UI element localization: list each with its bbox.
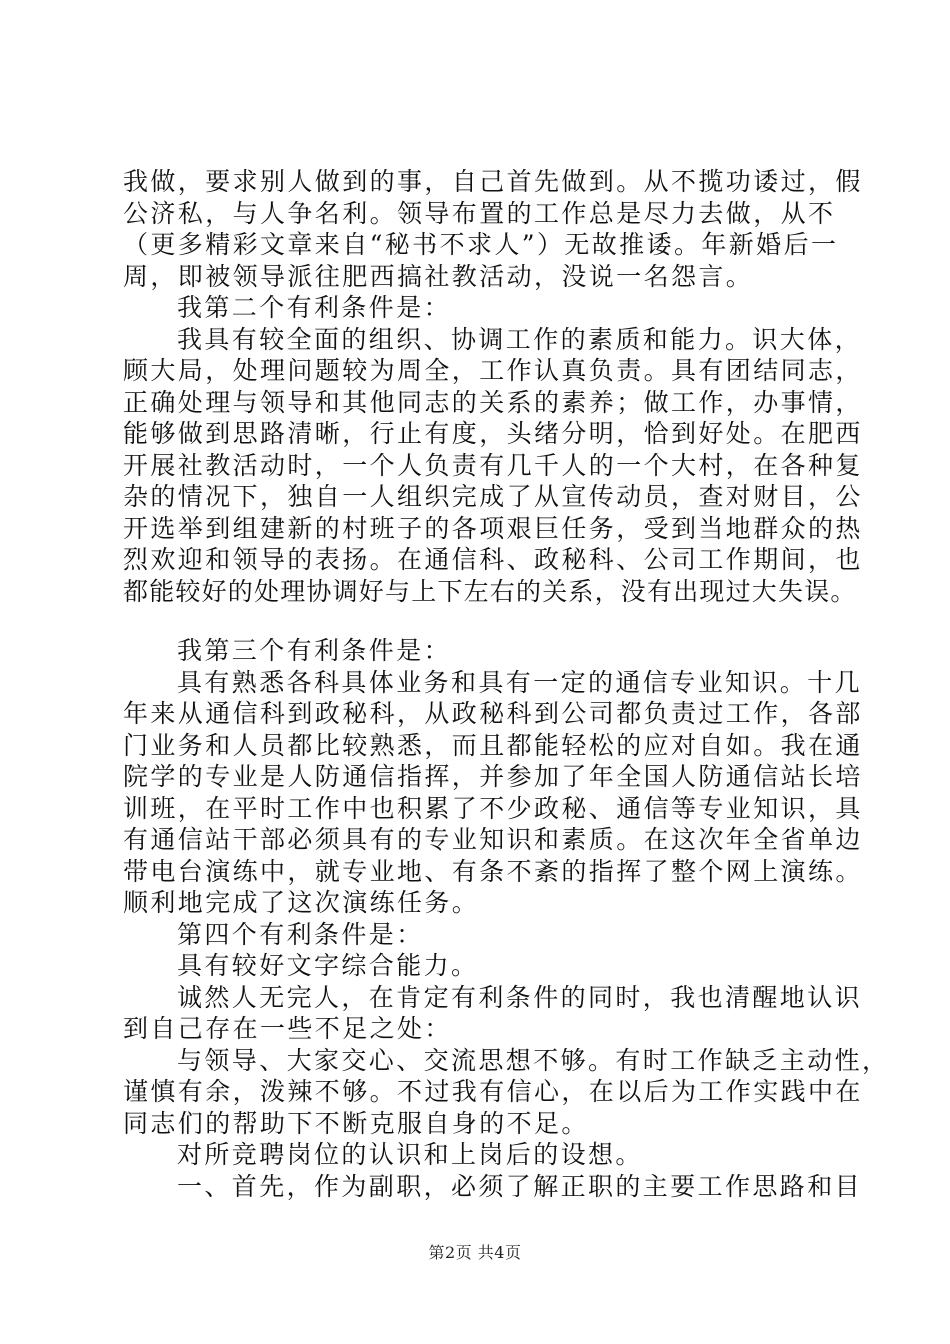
text-line: 院学的专业是人防通信指挥，并参加了年全国人防通信站长培	[123, 762, 863, 791]
text-line: 同志们的帮助下不断克服自身的不足。	[123, 1109, 589, 1138]
text-line: 正确处理与领导和其他同志的关系的素养；做工作，办事情，	[123, 388, 863, 417]
page-footer: 第2页 共4页	[428, 1243, 522, 1262]
text-line: 开选举到组建新的村班子的各项艰巨任务，受到当地群众的热	[123, 514, 863, 543]
text-line: 杂的情况下，独自一人组织完成了从宣传动员，查对财目，公	[123, 482, 863, 511]
section-heading: 我第二个有利条件是：	[177, 293, 452, 322]
text-line: 我做，要求别人做到的事，自己首先做到。从不揽功诿过，假	[123, 167, 863, 196]
text-line: 到自己存在一些不足之处：	[123, 1014, 452, 1043]
text-line: 训班，在平时工作中也积累了不少政秘、通信等专业知识，具	[123, 794, 863, 823]
text-line: 公济私，与人争名利。领导布置的工作总是尽力去做，从不	[123, 199, 836, 228]
text-line: 对所竞聘岗位的认识和上岗后的设想。	[177, 1140, 643, 1169]
text-line: 我具有较全面的组织、协调工作的素质和能力。识大体，	[177, 325, 863, 354]
section-heading: 第四个有利条件是：	[177, 920, 424, 949]
text-line: 顺利地完成了这次演练任务。	[123, 888, 480, 917]
text-line: 有通信站干部必须具有的专业知识和素质。在这次年全省单边	[123, 825, 863, 854]
text-line: 烈欢迎和领导的表扬。在通信科、政秘科、公司工作期间，也	[123, 545, 863, 574]
text-line: 开展社教活动时，一个人负责有几千人的一个大村，在各种复	[123, 451, 863, 480]
text-line: 带电台演练中，就专业地、有条不紊的指挥了整个网上演练。	[123, 857, 863, 886]
text-line: 一、首先，作为副职，必须了解正职的主要工作思路和目	[177, 1172, 863, 1201]
text-line: 具有较好文字综合能力。	[177, 951, 479, 980]
text-line: 年来从通信科到政秘科，从政秘科到公司都负责过工作，各部	[123, 699, 863, 728]
text-line: 周，即被领导派往肥西搞社教活动，没说一名怨言。	[123, 262, 754, 291]
section-heading: 我第三个有利条件是：	[177, 636, 452, 665]
text-line: 诚然人无完人，在肯定有利条件的同时，我也清醒地认识	[177, 983, 863, 1012]
text-line: 顾大局，处理问题较为周全，工作认真负责。具有团结同志，	[123, 356, 863, 385]
text-line: 与领导、大家交心、交流思想不够。有时工作缺乏主动性，	[177, 1046, 890, 1075]
text-line: 具有熟悉各科具体业务和具有一定的通信专业知识。十几	[177, 668, 863, 697]
text-line: 都能较好的处理协调好与上下左右的关系，没有出现过大失误。	[123, 577, 857, 606]
text-line: 门业务和人员都比较熟悉，而且都能轻松的应对自如。我在通	[123, 731, 863, 760]
text-line: 能够做到思路清晰，行止有度，头绪分明，恰到好处。在肥西	[123, 419, 863, 448]
text-line: （更多精彩文章来自“秘书不求人”）无故推诿。年新婚后一	[123, 230, 839, 259]
text-line: 谨慎有余，泼辣不够。不过我有信心，在以后为工作实践中在	[123, 1077, 863, 1106]
